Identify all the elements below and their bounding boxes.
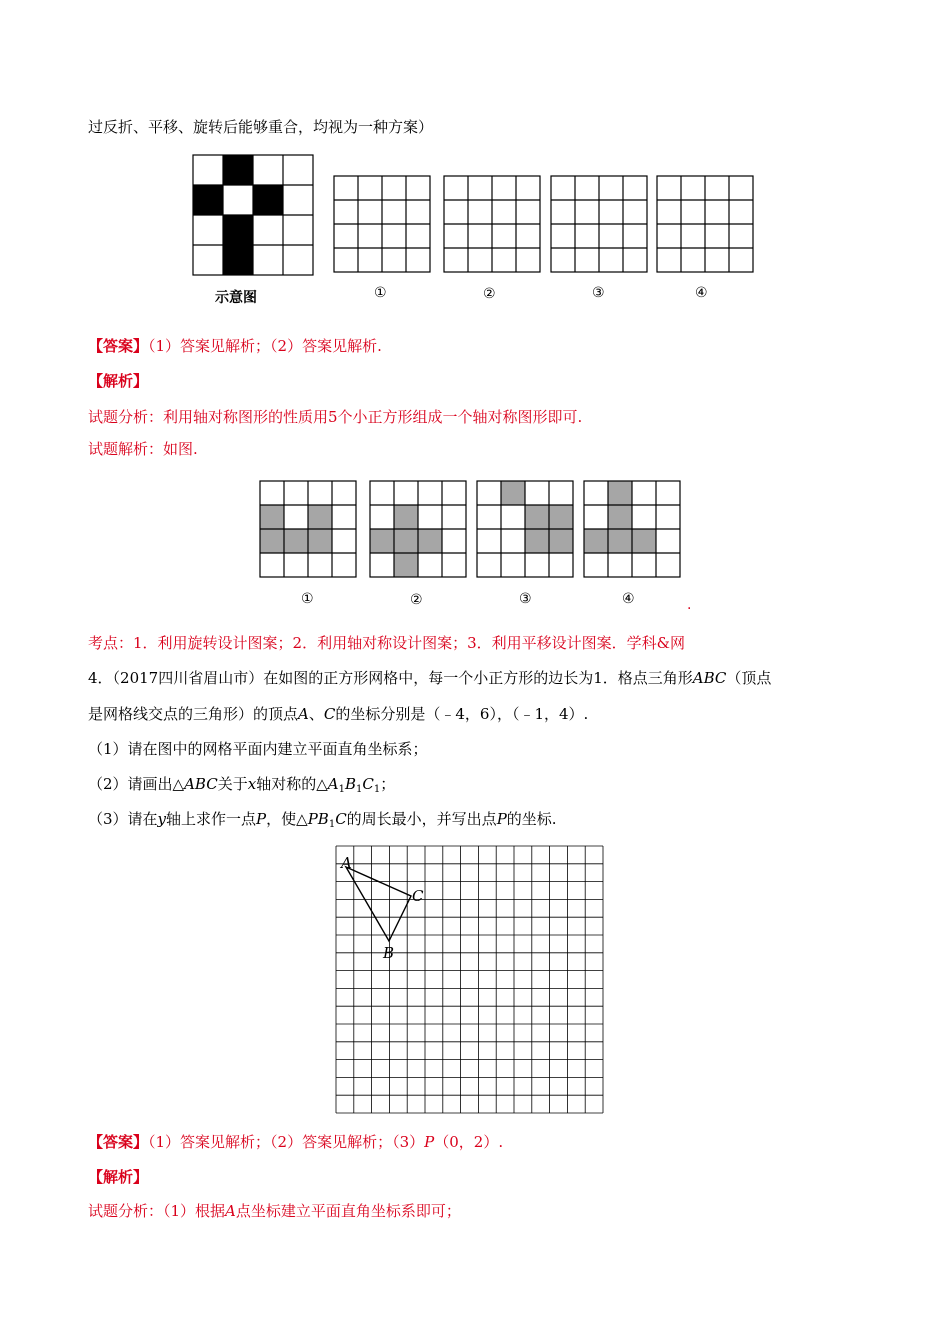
vertex-a-label: A [341, 854, 352, 872]
q4-answer: 【答案】（1）答案见解析；（2）答案见解析；（3）P（0，2）. [88, 1133, 504, 1151]
grid-label-1: ① [374, 285, 387, 301]
sample-label: 示意图 [215, 290, 257, 306]
q3-kaodian: 考点：1．利用旋转设计图案；2．利用轴对称设计图案；3．利用平移设计图案．学科&网 [88, 634, 685, 652]
intro-line: 过反折、平移、旋转后能够重合，均视为一种方案） [88, 118, 434, 136]
solution-label-3: ③ [519, 591, 532, 607]
q3-analysis: 试题分析：利用轴对称图形的性质用5个小正方形组成一个轴对称图形即可. [88, 408, 583, 426]
solution-label-1: ① [301, 591, 314, 607]
q3-analysis-tag: 【解析】 [88, 372, 149, 390]
vertex-c-label: C [412, 887, 424, 905]
q4-part3: （3）请在y轴上求作一点P，使$\triangle PB_1C$的周长最小，并写出点P的坐标. [88, 810, 557, 830]
q4-line2: 是网格线交点的三角形）的顶点A、C的坐标分别是（﹣4，6），（﹣1，4）. [88, 705, 589, 723]
solution-label-4: ④ [622, 591, 635, 607]
grid-label-3: ③ [592, 285, 605, 301]
coordinate-grid [336, 846, 603, 1113]
q4-part1: （1）请在图中的网格平面内建立平面直角坐标系； [88, 740, 428, 758]
q3-answer: 【答案】（1）答案见解析；（2）答案见解析. [88, 337, 382, 355]
q4-part2: （2）请画出△ABC关于x轴对称的$\triangle A_1B_1C_1$； [88, 775, 396, 795]
q3-solution: 试题解析：如图. [88, 440, 198, 458]
grid-label-4: ④ [695, 285, 708, 301]
vertex-b-label: B [383, 944, 395, 962]
q4-analysis: 试题分析：（1）根据A点坐标建立平面直角坐标系即可； [88, 1202, 461, 1220]
triangle-abc [346, 867, 411, 941]
grid-label-2: ② [483, 286, 496, 302]
q4-analysis-tag: 【解析】 [88, 1168, 149, 1186]
figure-dot: . [687, 597, 692, 613]
q4-line1: 4．（2017四川省眉山市）在如图的正方形网格中，每一个小正方形的边长为1．格点三角形ABC（顶点 [88, 669, 772, 687]
solution-label-2: ② [410, 592, 423, 608]
